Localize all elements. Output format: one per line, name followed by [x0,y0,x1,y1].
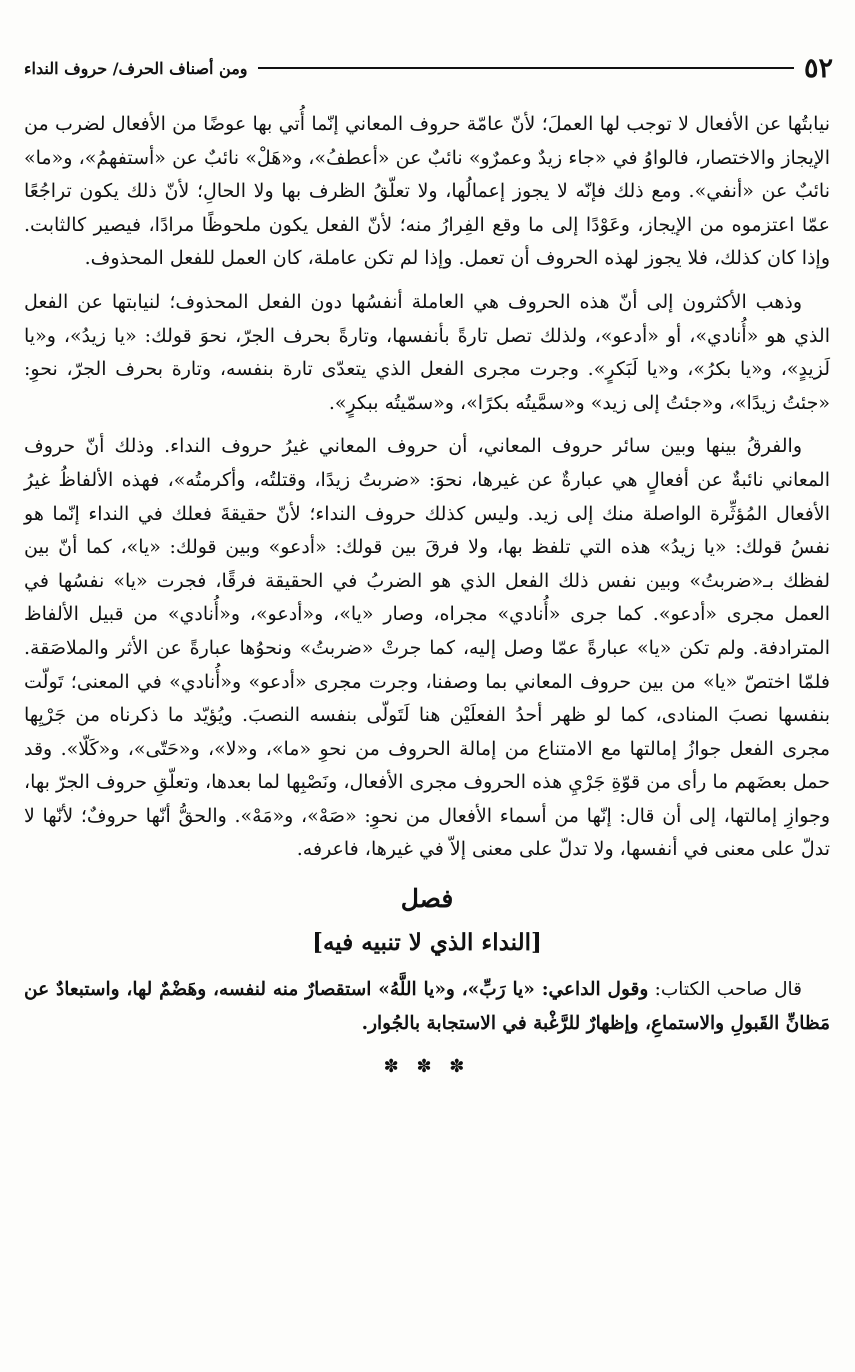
quote-intro: قال صاحب الكتاب: [648,979,802,1001]
page-number: ٥٢ [803,52,833,84]
running-title: ومن أصناف الحرف/ حروف النداء [24,58,248,78]
paragraph-2: وذهب الأكثرون إلى أنّ هذه الحروف هي العاملة أنفسُها دون الفعل المحذوف؛ لنيابتها عن الفعل الذي هو «أُنادي»، أو «أدعو»، ولذلك تصل تارةً بأنفسها، وتارةً بحرف الجرّ، نحوَ قولك: «يا زيدُ»، و«يا لَزيدٍ»، و«يا بكرُ»، و«يا لَبَكرٍ». وجرت مجرى الفعل الذي يتعدّى تارة بنفسه، وتارة بحرف الجرّ، نحوِ: «جئتُ زيدًا»، و«جئتُ إلى زيد» و«سمَّيتُه بكرًا»، و«سمّيتُه ببكرٍ». [24,290,830,414]
separator-stars: ✽ ✽ ✽ [383,1056,471,1078]
page-header [24,50,833,86]
header-rule [258,67,794,69]
quote-paragraph [24,973,830,1040]
paragraph-3: والفرقُ بينها وبين سائر حروف المعاني، أن حروف المعاني غيرُ حروف النداء. وذلك أنّ حروف المعاني نائبةٌ عن أفعالٍ هي عبارةٌ عن غيرها، نحوَ: «ضربتُ زيدًا، وقتلتُه، وأكرمتُه»، فهذه الألفاظُ غيرُ الأفعال المُؤثِّرة الواصلة منك إلى زيد. وليس كذلك حروف النداء؛ لأنّ حقيقةَ فعلك في النداء إنّما هو نفسُ قولك: «يا زيدُ» هذه التي تلفظ بها، ولا فرقَ بين قولك: «أدعو» وبين قولك: «يا»، كما أنّ بين لفظك بـ«ضربتُ» وبين نفس ذلك الفعل الذي هو الضربُ في الحقيقة فرقًا، فجرت «يا» نفسُها في العمل مجرى «أدعو». كما جرى «أُنادي» مجراه، وصار «يا»، و«أدعو»، و«أُنادي» من قبيل الألفاظ المترادفة. ولم تكن «يا» عبارةً عمّا وصل إليه، كما جرتْ «ضربتُ» ونحوُها عبارةً عن الأثر والملاصَقة. فلمّا اختصّ «يا» من بين حروف المعاني بما وصفنا، وجرت مجرى «أدعو» و«أُنادي» في المعنى؛ تَولّت بنفسها نصبَ المنادى، كما لو ظهر أحدُ الفعلَيْن هنا لَتَولّى بنفسه النصبَ. ويُؤيّد ما ذكرناه من جَرْيِها مجرى الفعل جوازُ إمالتها مع الامتناع من إمالة الحروف من نحوِ «ما»، و«لا»، و«حَتّى»، و«كَلّا». وقد حمل بعضَهم ما رأى من قوّةِ جَرْيِ هذه الحروف مجرى الأفعال، ونَصْبِها لما بعدها، وتعلّقِ حروف الجرّ بها، وجوازِ إمالتها، إلى أن قال: إنّها من أسماء الأفعال من نحوِ: «صَهْ»، و«مَهْ». والحقُّ أنّها حروفٌ؛ لأنّها لا تدلّ على معنى في أنفسها، ولا تدلّ على معنى إلاّ في غيرها، فاعرفه. [24,435,830,861]
section-subtitle: [النداء الذي لا تنبيه فيه] [312,929,542,957]
paragraph-1: نيابتُها عن الأفعال لا توجب لها العملَ؛ لأنّ عامّة حروف المعاني إنّما أُتي بها عوضًا من الأفعال لضرب من الإيجاز والاختصار، فالواوُ في «جاء زيدٌ وعمرٌو» نائبٌ عن «أعطفُ»، و«هَلْ» نائبٌ عن «أستفهمُ»، و«ما» نائبٌ عن «أنفي». ومع ذلك فإنّه لا يجوز إعمالُها، ولا تعلّقُ الظرف بها ولا الحالِ؛ لأنّ ذلك يكون تراجُعًا عمّا اعتزموه من الإيجاز، وعَوْدًا إلى ما وقع الفِرارُ منه؛ لأنّ الفعل يكون ملحوظًا مرادًا، فيصير كالثابت. وإذا كان كذلك، فلا يجوز لهذه الحروف أن تعمل. وإذا لم تكن عاملة، كان العمل للفعل المحذوف. [24,113,830,270]
section-title: فصل [400,884,454,914]
quote-text: وقول الداعي: «يا رَبِّ»، و«يا اللَّهُ» استقصارٌ منه لنفسه، وهَضْمٌ لها، واستبعادٌ عن مَظانِّ القَبولِ والاستماعِ، وإظهارٌ للرَّغْبة في الاستجابة بالجُوار. [24,979,830,1034]
page-body [24,108,830,1084]
